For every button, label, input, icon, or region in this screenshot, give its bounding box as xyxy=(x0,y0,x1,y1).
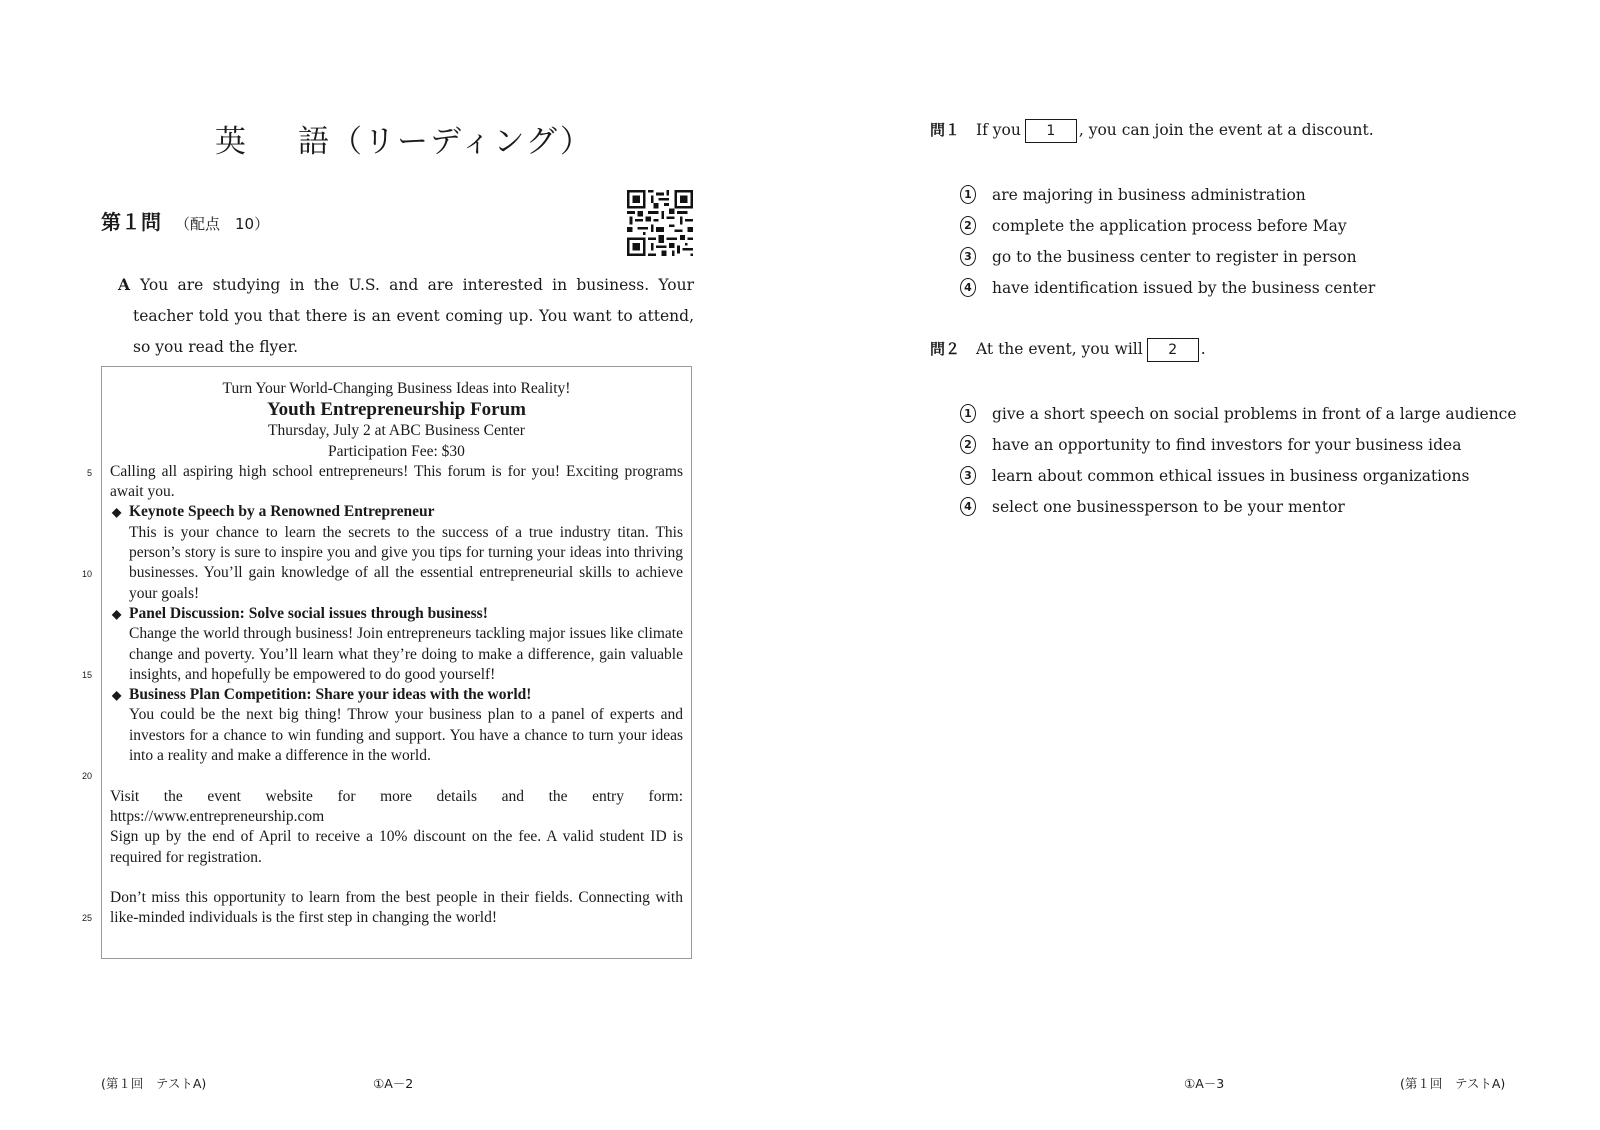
answer-option[interactable] xyxy=(960,429,1517,460)
flyer-item-title: ◆ Keynote Speech by a Renowned Entrepreneur xyxy=(110,502,683,522)
question-2-options xyxy=(960,398,1517,522)
answer-option[interactable] xyxy=(960,179,1375,210)
answer-option[interactable] xyxy=(960,210,1375,241)
intro-passage xyxy=(118,269,694,363)
option-number: 3 xyxy=(960,466,976,485)
answer-blank: 2 xyxy=(1147,338,1199,362)
answer-option[interactable] xyxy=(960,491,1517,522)
line-number: 5 xyxy=(86,468,92,478)
line-number: 25 xyxy=(81,913,92,923)
option-number: 2 xyxy=(960,435,976,454)
option-text: have identification issued by the business center xyxy=(992,278,1376,297)
line-number: 10 xyxy=(81,569,92,579)
question-stem-after: . xyxy=(1200,340,1206,358)
section-heading xyxy=(101,206,269,235)
flyer-item-title: ◆ Panel Discussion: Solve social issues through business! xyxy=(110,604,683,624)
option-text: are majoring in business administration xyxy=(992,185,1306,204)
event-flyer xyxy=(101,366,692,959)
flyer-tagline: Turn Your World-Changing Business Ideas into Reality! xyxy=(222,380,571,397)
footer-test-label: (第１回 テストA) xyxy=(101,1076,207,1091)
question-label: 問１ xyxy=(930,121,961,139)
title-part-1: 英 xyxy=(215,124,248,160)
option-number: 4 xyxy=(960,278,976,297)
answer-option[interactable] xyxy=(960,460,1517,491)
question-label: 問２ xyxy=(930,340,961,358)
option-number: 3 xyxy=(960,247,976,266)
flyer-item-body: This is your chance to learn the secrets to the success of a true industry titan. This person’s story is sure to inspire you and give you tips for turning your ideas into thriving businesses. You’ll gain knowledge of all the essential entrepreneurial skills to achieve your goals! xyxy=(129,523,683,602)
option-number: 1 xyxy=(960,404,976,423)
title-part-2: 語（リーディング） xyxy=(298,124,593,160)
option-number: 2 xyxy=(960,216,976,235)
answer-option[interactable] xyxy=(960,241,1375,272)
qr-code-icon xyxy=(627,190,693,256)
intro-text: You are studying in the U.S. and are interested in business. Your teacher told you that there is an event coming up. You want to attend, so you read the flyer. xyxy=(133,276,694,356)
question-2 xyxy=(930,338,1206,362)
section-points: （配点 10） xyxy=(175,215,270,233)
flyer-date-place: Thursday, July 2 at ABC Business Center xyxy=(268,422,525,440)
flyer-call: Calling all aspiring high school entrepreneurs! This forum is for you! Exciting programs await you. xyxy=(110,462,683,501)
flyer-item-title: ◆ Business Plan Competition: Share your ideas with the world! xyxy=(110,685,683,705)
option-text: learn about common ethical issues in business organizations xyxy=(992,466,1470,485)
flyer-item-body: You could be the next big thing! Throw your business plan to a panel of experts and investors for a chance to win funding and support. You have a chance to turn your ideas into a reality and make a difference in the world. xyxy=(129,706,683,765)
footer-test-label: (第１回 テストA) xyxy=(1400,1076,1506,1091)
section-number: 第１問 xyxy=(101,210,161,234)
answer-option[interactable] xyxy=(960,398,1517,429)
line-number: 15 xyxy=(81,670,92,680)
option-text: give a short speech on social problems in front of a large audience xyxy=(992,404,1517,423)
option-text: go to the business center to register in person xyxy=(992,247,1357,266)
intro-label: A xyxy=(118,275,131,294)
question-stem-before: If you xyxy=(976,121,1021,139)
option-text: complete the application process before May xyxy=(992,216,1347,235)
page-title xyxy=(215,116,595,161)
option-number: 1 xyxy=(960,185,976,204)
question-1 xyxy=(930,119,1374,143)
flyer-event-name: Youth Entrepreneurship Forum xyxy=(267,399,526,421)
flyer-fee: Participation Fee: $30 xyxy=(328,442,465,460)
question-stem-before: At the event, you will xyxy=(976,340,1143,358)
footer-page-number: ①A－3 xyxy=(1184,1076,1225,1091)
line-number: 20 xyxy=(81,771,92,781)
flyer-signup: Sign up by the end of April to receive a 10% discount on the fee. A valid student ID is required for registration. xyxy=(110,828,683,866)
right-page xyxy=(800,0,1600,1130)
flyer-website: Visit the event website for more details and the entry form: https://www.entrepreneurship.com xyxy=(110,787,683,825)
answer-option[interactable] xyxy=(960,272,1375,303)
flyer-item-body: Change the world through business! Join entrepreneurs tackling major issues like climate change and poverty. You’ll learn what they’re doing to make a difference, gain valuable insights, and hopefully be empowered to do good yourself! xyxy=(129,625,683,683)
question-stem-after: , you can join the event at a discount. xyxy=(1078,121,1374,139)
answer-blank: 1 xyxy=(1025,119,1077,143)
option-text: have an opportunity to find investors for your business idea xyxy=(992,435,1462,454)
flyer-closing: Don’t miss this opportunity to learn from the best people in their fields. Connecting with like-minded individuals is the first step in changing the world! xyxy=(110,889,683,927)
footer-page-number: ①A－2 xyxy=(373,1076,414,1091)
option-number: 4 xyxy=(960,497,976,516)
option-text: select one businessperson to be your mentor xyxy=(992,497,1345,516)
question-1-options xyxy=(960,179,1375,303)
